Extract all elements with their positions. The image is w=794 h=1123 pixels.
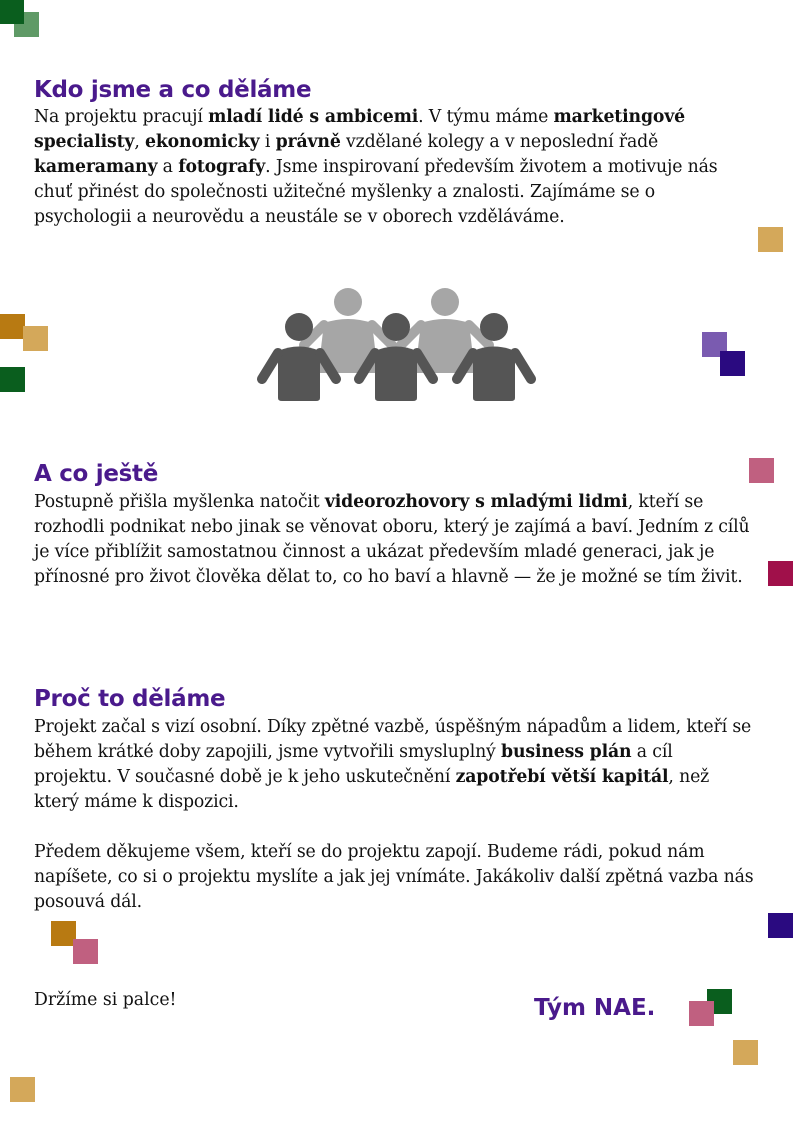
- decorative-square: [0, 367, 25, 392]
- decorative-square: [689, 1001, 714, 1026]
- decorative-square: [10, 1077, 35, 1102]
- decorative-square: [0, 314, 25, 339]
- decorative-square: [23, 326, 48, 351]
- bold-phrase: ekonomicky: [145, 131, 260, 152]
- text-run: vzdělané kolegy a v neposlední řadě: [340, 131, 659, 152]
- bold-phrase: kameramany: [34, 156, 158, 177]
- section-paragraph: [34, 715, 754, 815]
- bold-phrase: fotografy: [178, 156, 266, 177]
- bold-phrase: zapotřebí větší kapitál: [455, 766, 669, 787]
- bold-phrase: mladí lidé s ambicemi: [208, 107, 419, 127]
- section-heading: Kdo jsme a co děláme: [34, 77, 312, 103]
- section-paragraph: [34, 105, 754, 230]
- text-run: Na projektu pracují: [34, 107, 209, 127]
- decorative-square: [768, 561, 793, 586]
- decorative-square: [768, 913, 793, 938]
- decorative-square: [749, 458, 774, 483]
- decorative-square: [720, 351, 745, 376]
- text-run: i: [259, 131, 276, 152]
- bold-phrase: právně: [275, 131, 341, 152]
- text-run: Postupně přišla myšlenka natočit: [34, 492, 325, 512]
- section-paragraph: [34, 490, 754, 590]
- bold-phrase: videorozhovory s mladými lidmi: [324, 492, 628, 512]
- text-run: a: [157, 156, 179, 177]
- decorative-square: [73, 939, 98, 964]
- decorative-square: [733, 1040, 758, 1065]
- bold-phrase: marketingové specialisty: [34, 107, 686, 152]
- decorative-square: [0, 0, 24, 24]
- text-run: Projekt začal s vizí osobní. Díky zpětné vazbě, úspěšným nápadům a lidem, kteří se během krátké doby zapojili, jsme vytvořili smysluplný: [34, 717, 752, 762]
- closing-text: Držíme si palce!: [34, 990, 177, 1010]
- decorative-square: [758, 227, 783, 252]
- text-run: ,: [134, 131, 146, 152]
- text-run: , kteří se rozhodli podnikat nebo jinak se věnovat oboru, který je zajímá a baví. Jedním z cílů je více přiblížit samostatnou činnost a ukázat především mladé generaci, jak je přínosné pro život člověka dělat to, co ho baví a hlavně — že je možné se tím živit.: [34, 492, 750, 587]
- text-run: a cíl projektu. V současné době je k jeho uskutečnění: [34, 741, 673, 787]
- section-heading: Proč to děláme: [34, 686, 226, 712]
- bold-phrase: business plán: [501, 741, 632, 762]
- team-signature: Tým NAE.: [534, 995, 656, 1021]
- group-of-people-icon: [256, 285, 538, 403]
- text-run: . V týmu máme: [418, 107, 554, 127]
- text-run: . Jsme inspirovaní především životem a motivuje nás chuť přinést do společnosti užitečné myšlenky a znalosti. Zajímáme se o psychologii a neurovědu a neustále se v oborech vzděláváme.: [34, 156, 718, 227]
- section-paragraph: Předem děkujeme všem, kteří se do projektu zapojí. Budeme rádi, pokud nám napíšete, co si o projektu myslíte a jak jej vnímáte. Jakákoliv další zpětná vazba nás posouvá dál.: [34, 842, 754, 912]
- text-run: , než který máme k dispozici.: [34, 766, 710, 812]
- section-heading: A co ještě: [34, 461, 159, 487]
